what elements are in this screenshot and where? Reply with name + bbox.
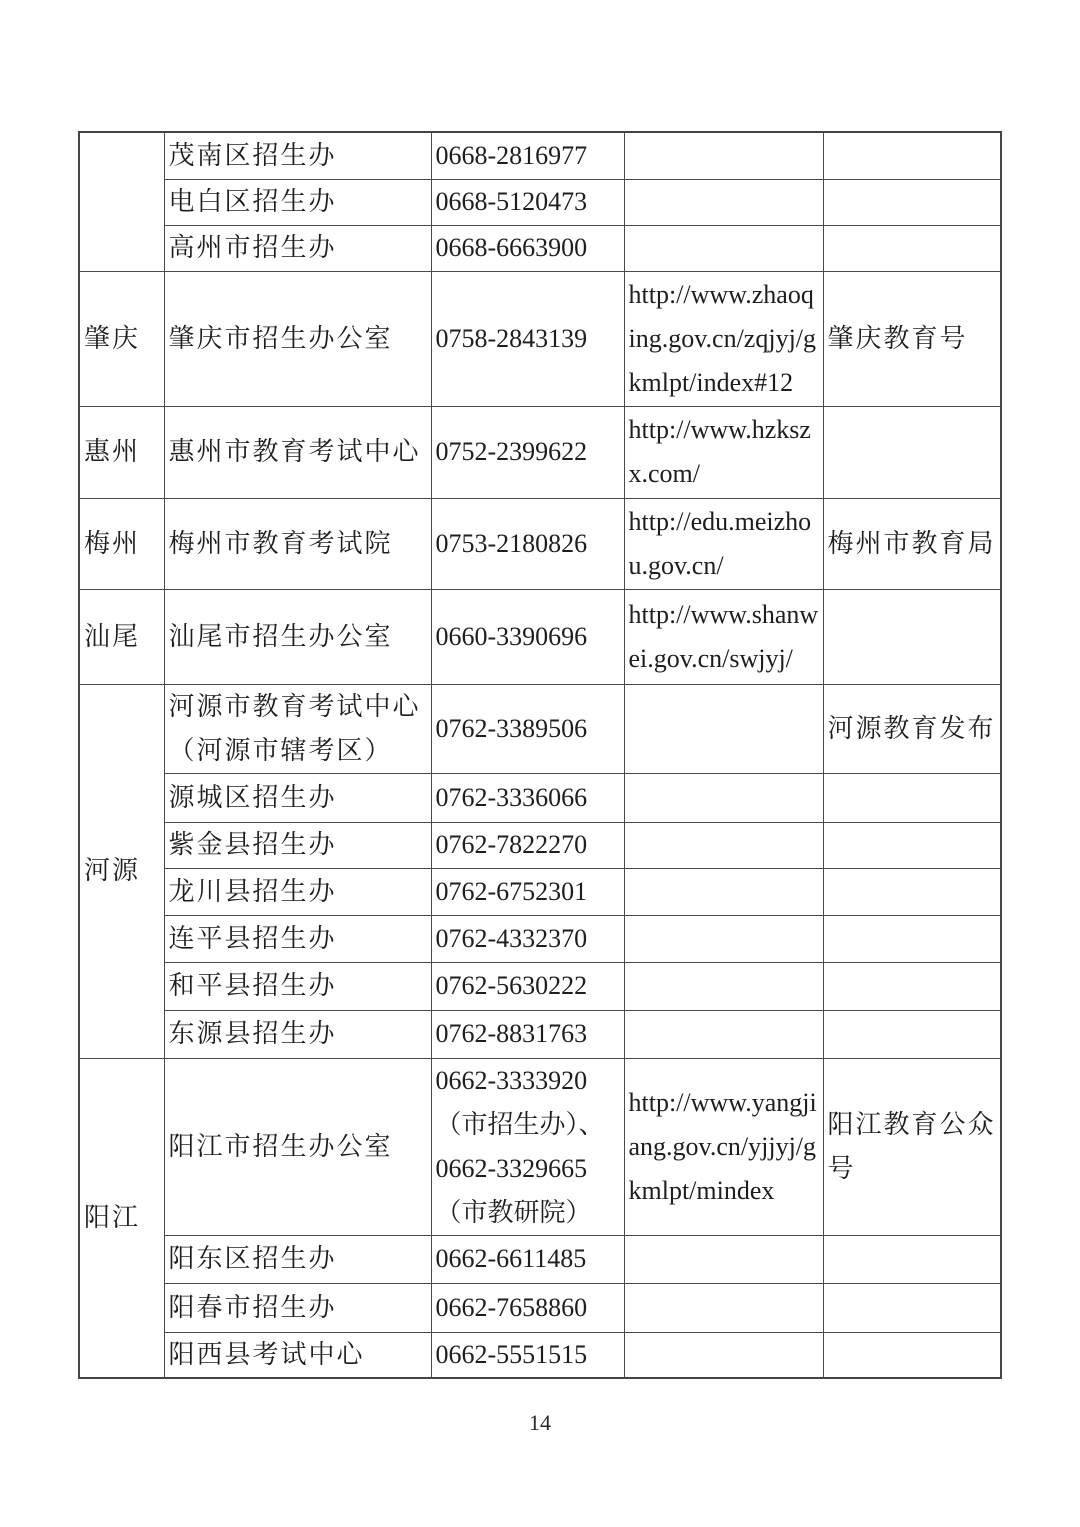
url-cell: http://www.yangjiang.gov.cn/yjjyj/gkmlpt/mindex bbox=[624, 1058, 823, 1235]
url-cell: http://edu.meizhou.gov.cn/ bbox=[624, 498, 823, 589]
phone-cell: 0660-3390696 bbox=[431, 589, 624, 684]
table-row bbox=[79, 225, 1001, 271]
office-cell: 汕尾市招生办公室 bbox=[164, 589, 431, 684]
phone-cell: 0752-2399622 bbox=[431, 406, 624, 498]
office-cell: 阳江市招生办公室 bbox=[164, 1058, 431, 1235]
office-cell: 阳西县考试中心 bbox=[164, 1332, 431, 1378]
wechat-cell bbox=[823, 1010, 1001, 1058]
phone-cell: 0762-6752301 bbox=[431, 868, 624, 915]
office-cell: 茂南区招生办 bbox=[164, 132, 431, 179]
office-cell: 阳东区招生办 bbox=[164, 1235, 431, 1283]
wechat-cell: 肇庆教育号 bbox=[823, 271, 1001, 406]
office-cell: 龙川县招生办 bbox=[164, 868, 431, 915]
url-cell bbox=[624, 1332, 823, 1378]
table-row bbox=[79, 406, 1001, 498]
table-row bbox=[79, 773, 1001, 822]
wechat-cell bbox=[823, 915, 1001, 962]
city-cell: 梅州 bbox=[79, 498, 164, 589]
office-cell: 电白区招生办 bbox=[164, 179, 431, 225]
url-cell: http://www.zhaoqing.gov.cn/zqjyj/gkmlpt/index#12 bbox=[624, 271, 823, 406]
wechat-cell bbox=[823, 179, 1001, 225]
contact-table bbox=[78, 131, 1002, 1379]
table-row bbox=[79, 271, 1001, 406]
wechat-cell bbox=[823, 1332, 1001, 1378]
wechat-cell bbox=[823, 1235, 1001, 1283]
office-cell: 和平县招生办 bbox=[164, 962, 431, 1010]
url-cell bbox=[624, 1283, 823, 1332]
phone-cell: 0762-3389506 bbox=[431, 684, 624, 773]
city-cell bbox=[79, 132, 164, 271]
table-row bbox=[79, 915, 1001, 962]
office-cell: 紫金县招生办 bbox=[164, 822, 431, 868]
url-cell bbox=[624, 773, 823, 822]
url-cell bbox=[624, 684, 823, 773]
phone-cell: 0668-6663900 bbox=[431, 225, 624, 271]
phone-cell: 0668-2816977 bbox=[431, 132, 624, 179]
url-cell bbox=[624, 822, 823, 868]
phone-cell: 0668-5120473 bbox=[431, 179, 624, 225]
url-cell bbox=[624, 1235, 823, 1283]
url-cell bbox=[624, 1010, 823, 1058]
url-cell: http://www.hzkszx.com/ bbox=[624, 406, 823, 498]
table-row bbox=[79, 1010, 1001, 1058]
phone-cell: 0762-8831763 bbox=[431, 1010, 624, 1058]
wechat-cell: 河源教育发布 bbox=[823, 684, 1001, 773]
table-row bbox=[79, 589, 1001, 684]
phone-cell: 0662-5551515 bbox=[431, 1332, 624, 1378]
wechat-cell: 梅州市教育局 bbox=[823, 498, 1001, 589]
table-row bbox=[79, 498, 1001, 589]
table-row bbox=[79, 684, 1001, 773]
phone-cell: 0753-2180826 bbox=[431, 498, 624, 589]
wechat-cell bbox=[823, 225, 1001, 271]
wechat-cell bbox=[823, 962, 1001, 1010]
phone-cell: 0762-4332370 bbox=[431, 915, 624, 962]
table-row bbox=[79, 1332, 1001, 1378]
table-row bbox=[79, 132, 1001, 179]
phone-cell: 0762-7822270 bbox=[431, 822, 624, 868]
url-cell bbox=[624, 179, 823, 225]
url-cell bbox=[624, 225, 823, 271]
table-row bbox=[79, 179, 1001, 225]
wechat-cell bbox=[823, 589, 1001, 684]
page-number: 14 bbox=[529, 1410, 551, 1435]
table-row bbox=[79, 1283, 1001, 1332]
phone-cell: 0762-5630222 bbox=[431, 962, 624, 1010]
office-cell: 东源县招生办 bbox=[164, 1010, 431, 1058]
office-cell: 梅州市教育考试院 bbox=[164, 498, 431, 589]
wechat-cell: 阳江教育公众号 bbox=[823, 1058, 1001, 1235]
office-cell: 源城区招生办 bbox=[164, 773, 431, 822]
phone-cell: 0662-7658860 bbox=[431, 1283, 624, 1332]
wechat-cell bbox=[823, 132, 1001, 179]
office-cell: 连平县招生办 bbox=[164, 915, 431, 962]
city-cell: 阳江 bbox=[79, 1058, 164, 1378]
wechat-cell bbox=[823, 1283, 1001, 1332]
office-cell: 高州市招生办 bbox=[164, 225, 431, 271]
phone-cell: 0662-3333920（市招生办）、0662-3329665（市教研院） bbox=[431, 1058, 624, 1235]
wechat-cell bbox=[823, 773, 1001, 822]
table-row bbox=[79, 1235, 1001, 1283]
city-cell: 惠州 bbox=[79, 406, 164, 498]
wechat-cell bbox=[823, 868, 1001, 915]
city-cell: 肇庆 bbox=[79, 271, 164, 406]
office-cell: 肇庆市招生办公室 bbox=[164, 271, 431, 406]
phone-cell: 0758-2843139 bbox=[431, 271, 624, 406]
office-cell: 河源市教育考试中心（河源市辖考区） bbox=[164, 684, 431, 773]
phone-cell: 0762-3336066 bbox=[431, 773, 624, 822]
url-cell bbox=[624, 132, 823, 179]
wechat-cell bbox=[823, 406, 1001, 498]
url-cell bbox=[624, 868, 823, 915]
phone-cell: 0662-6611485 bbox=[431, 1235, 624, 1283]
city-cell: 汕尾 bbox=[79, 589, 164, 684]
table-row bbox=[79, 822, 1001, 868]
office-cell: 惠州市教育考试中心 bbox=[164, 406, 431, 498]
url-cell bbox=[624, 962, 823, 1010]
url-cell: http://www.shanwei.gov.cn/swjyj/ bbox=[624, 589, 823, 684]
city-cell: 河源 bbox=[79, 684, 164, 1058]
wechat-cell bbox=[823, 822, 1001, 868]
table-row bbox=[79, 962, 1001, 1010]
url-cell bbox=[624, 915, 823, 962]
table-row bbox=[79, 868, 1001, 915]
table-row bbox=[79, 1058, 1001, 1235]
office-cell: 阳春市招生办 bbox=[164, 1283, 431, 1332]
